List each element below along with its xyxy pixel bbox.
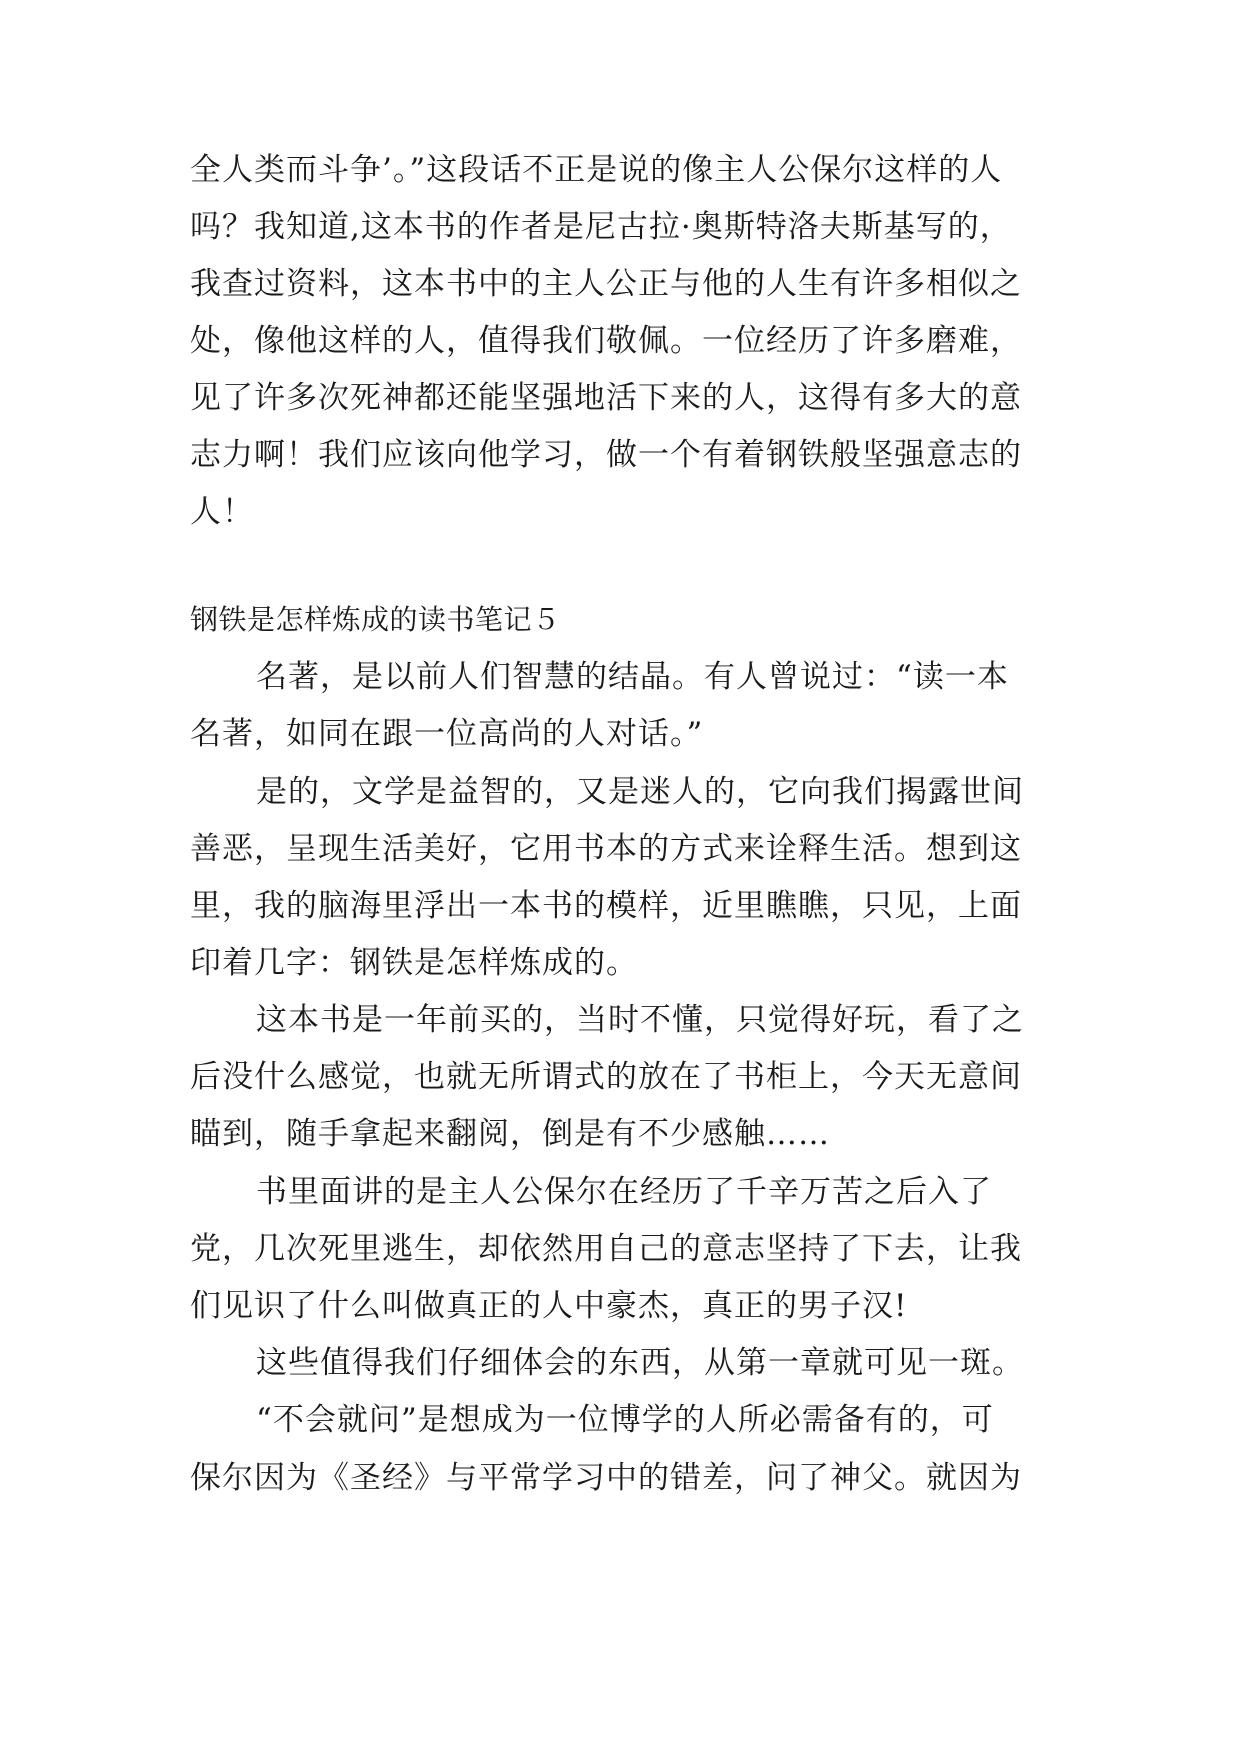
text-line: 人！ bbox=[190, 494, 254, 530]
text-line: 书里面讲的是主人公保尔在经历了千辛万苦之后入了 bbox=[256, 1174, 992, 1210]
text-line: 们见识了什么叫做真正的人中豪杰，真正的男子汉! bbox=[190, 1288, 908, 1324]
text-line: 吗？我知道,这本书的作者是尼古拉·奥斯特洛夫斯基写的， bbox=[190, 209, 1012, 245]
text-line: 瞄到，随手拿起来翻阅，倒是有不少感触…… bbox=[190, 1116, 830, 1152]
text-line: 印着几字：钢铁是怎样炼成的。 bbox=[190, 945, 638, 981]
text-line: 名著，如同在跟一位高尚的人对话。” bbox=[190, 716, 704, 752]
text-line: 见了许多次死神都还能坚强地活下来的人，这得有多大的意 bbox=[190, 380, 1022, 416]
text-line: 名著，是以前人们智慧的结晶。有人曾说过：“读一本 bbox=[256, 659, 1009, 695]
text-line: “不会就问”是想成为一位博学的人所必需备有的，可 bbox=[256, 1402, 994, 1438]
text-line: 志力啊！我们应该向他学习，做一个有着钢铁般坚强意志的 bbox=[190, 437, 1022, 473]
text-line: 我查过资料，这本书中的主人公正与他的人生有许多相似之 bbox=[190, 266, 1022, 302]
text-line: 党，几次死里逃生，却依然用自己的意志坚持了下去，让我 bbox=[190, 1231, 1022, 1267]
text-line: 保尔因为《圣经》与平常学习中的错差，问了神父。就因为 bbox=[190, 1460, 1022, 1496]
text-line: 处，像他这样的人，值得我们敬佩。一位经历了许多磨难， bbox=[190, 323, 1022, 359]
section-title: 钢铁是怎样炼成的读书笔记５ bbox=[190, 603, 561, 636]
text-line: 这本书是一年前买的，当时不懂，只觉得好玩，看了之 bbox=[256, 1002, 1024, 1038]
text-line: 这些值得我们仔细体会的东西，从第一章就可见一斑。 bbox=[256, 1345, 1024, 1381]
text-line: 善恶，呈现生活美好，它用书本的方式来诠释生活。想到这 bbox=[190, 831, 1022, 867]
text-line: 是的，文学是益智的，又是迷人的，它向我们揭露世间 bbox=[256, 774, 1024, 810]
text-line: 全人类而斗争’。”这段话不正是说的像主人公保尔这样的人 bbox=[190, 152, 1003, 188]
text-line: 里，我的脑海里浮出一本书的模样，近里瞧瞧，只见，上面 bbox=[190, 888, 1022, 924]
text-line: 后没什么感觉，也就无所谓式的放在了书柜上，今天无意间 bbox=[190, 1059, 1022, 1095]
